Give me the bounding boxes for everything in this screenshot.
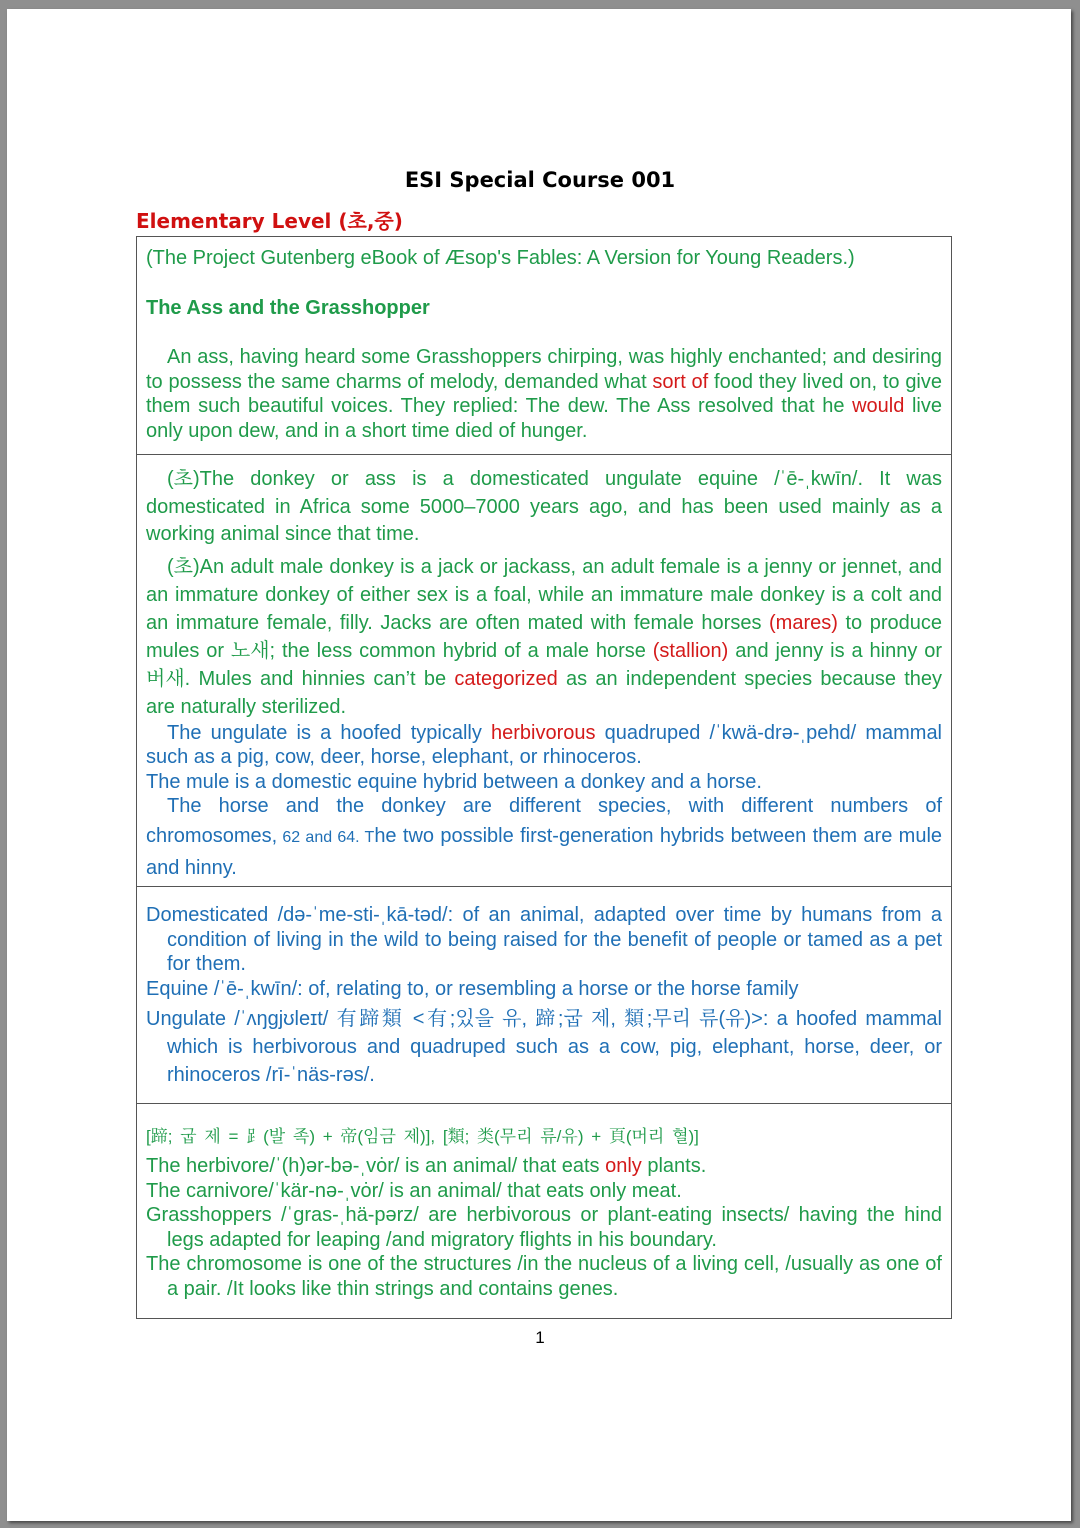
paragraph-part: he two possible first-generation hybrids between them are mule and hinny. (146, 825, 943, 879)
definition-ungulate: Ungulate /ˈʌŋɡjʊleɪt/ 有蹄類 <有;있을 유, 蹄;굽 제, 類;무리 류(유)>: a hoofed mammal which is herbivorous and quadruped such as a cow, pig, elephant, horse, deer, or rhinoceros /rī-ˈnäs-rəs/. (146, 1008, 942, 1086)
level-heading: Elementary Level (초,중) (136, 209, 403, 233)
definitions-box (136, 886, 952, 1104)
fable-box (136, 236, 952, 455)
page-title: ESI Special Course 001 (404, 168, 676, 192)
herbivore-line (146, 1154, 942, 1179)
paragraph-part: and jenny is a hinny or 버새. Mules and hinnies can’t be (146, 639, 942, 690)
chromosome-line: The chromosome is one of the structures /in the nucleus of a living cell, /usually as one of a pair. /It looks like thin strings and contains genes. (146, 1253, 942, 1300)
definition-equine: Equine /ˈē-ˌkwīn/: of, relating to, or resembling a horse or the horse family (146, 977, 799, 1000)
paragraph-part: to produce mules or 노새; the less common hybrid of a male horse (146, 611, 942, 662)
grasshoppers-line: Grasshoppers /ˈgras-ˌhä-pərz/ are herbivorous or plant-eating insects/ having the hind legs adapted for leaping /and migratory flights in his boundary. (146, 1204, 942, 1251)
highlight-only: only (605, 1155, 642, 1177)
page-number: 1 (535, 1328, 545, 1347)
carnivore-line: The carnivore/ˈkär-nə-ˌvȯr/ is an animal/ that eats only meat. (146, 1179, 682, 1202)
source-line: (The Project Gutenberg eBook of Æsop's Fables: A Version for Young Readers.) (146, 247, 855, 269)
paragraph-part: The ungulate is a hoofed typically (167, 721, 491, 744)
highlight-mares: (mares) (769, 611, 838, 634)
highlight-stallion: (stallion) (652, 639, 729, 662)
story-title: The Ass and the Grasshopper (146, 296, 430, 319)
donkey-facts-box (136, 454, 952, 887)
paragraph-part: (초)An adult male donkey is a jack or jackass, an adult female is a jenny or jennet, and an immature donkey of either sex is a foal, while an immature male donkey is a colt and an immature female, filly. Jacks are often mated with female horses (146, 555, 942, 634)
vocabulary-box (136, 1103, 952, 1319)
paragraph-part: as an independent species because they are naturally sterilized. (146, 667, 943, 718)
paragraph-part: quadruped /ˈkwä-drə-ˌpehd/ mammal such as a pig, cow, deer, horse, elephant, or rhinoceros. (146, 721, 943, 768)
donkey-paragraph-1: (초)The donkey or ass is a domesticated ungulate equine /ˈē-ˌkwīn/. It was domesticated in Africa some 5000–7000 years ago, and has been used mainly as a working animal since that time. (146, 468, 942, 545)
ungulate-paragraph (146, 721, 942, 770)
line-part: The herbivore/ˈ(h)ər-bə-ˌvȯr/ is an animal/ that eats (146, 1155, 606, 1177)
donkey-paragraph-2 (146, 553, 942, 721)
story-text-part: food they lived on, to give them such beautiful voices. They replied: The dew. The Ass resolved that he (146, 370, 943, 417)
story-text (146, 345, 942, 443)
line-part: plants. (641, 1155, 707, 1177)
story-text-part: An ass, having heard some Grasshoppers chirping, was highly enchanted; and desiring to possess the same charms of melody, demanded what (146, 346, 942, 393)
hanja-breakdown: [蹄; 굽 제 = ⻊(발 족) + 帝(임금 제)], [類; 类(무리 류/유) + 頁(머리 혈)] (146, 1127, 699, 1146)
highlight-sort-of: sort of (652, 370, 709, 393)
highlight-herbivorous: herbivorous (491, 721, 596, 744)
highlight-categorized: categorized (454, 667, 558, 690)
paragraph-part: The horse and the donkey are different species, with different numbers of chromosomes, (146, 795, 942, 847)
story-text-part: live only upon dew, and in a short time died of hunger. (146, 395, 942, 442)
highlight-would: would (852, 395, 905, 417)
chromosome-paragraph (146, 791, 942, 883)
definition-domesticated: Domesticated /də-ˈme-sti-ˌkā-təd/: of an animal, adapted over time by humans from a condition of living in the wild to being raised for the benefit of people or tamed as a pet for them. (146, 904, 942, 975)
paragraph-part: 62 and 64. T (277, 829, 375, 846)
mule-paragraph: The mule is a domestic equine hybrid between a donkey and a horse. (146, 770, 762, 793)
